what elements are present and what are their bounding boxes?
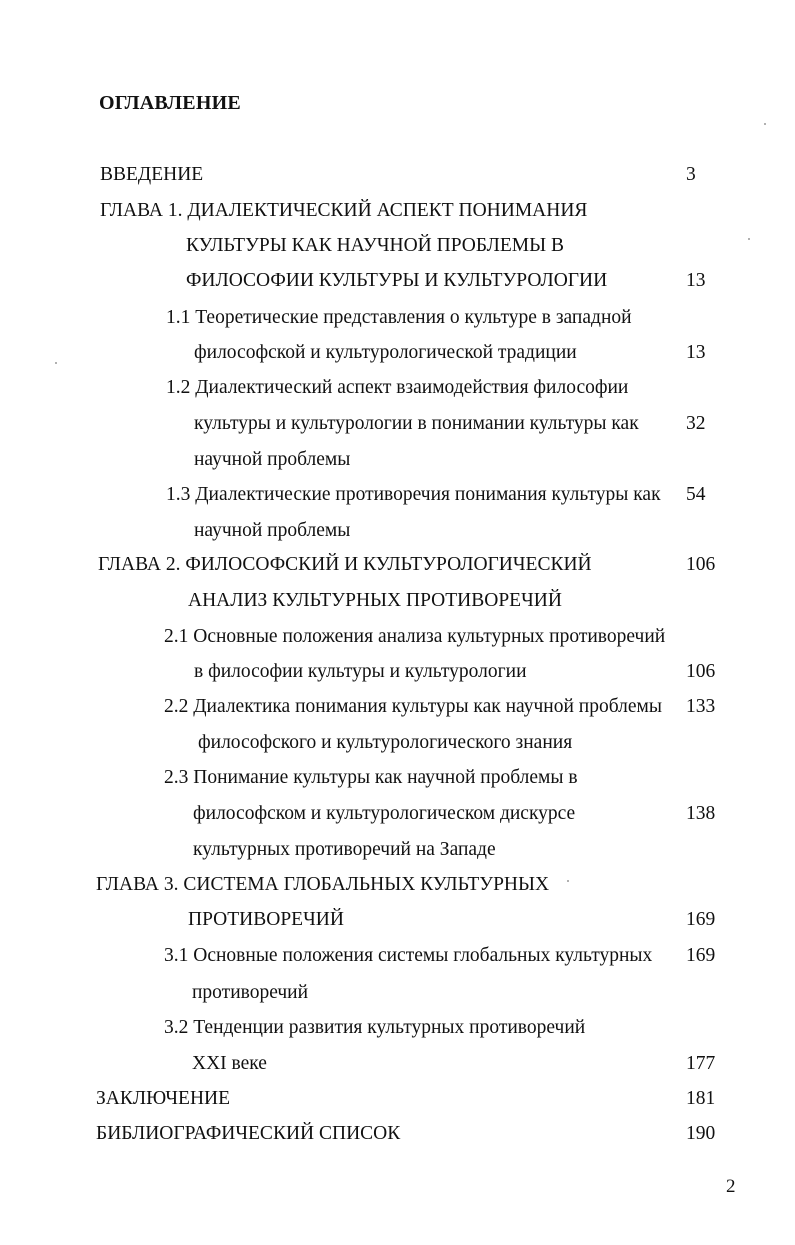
toc-page-number: 169 (686, 945, 716, 966)
toc-entry-chapter-2-cont: АНАЛИЗ КУЛЬТУРНЫХ ПРОТИВОРЕЧИЙ (188, 590, 562, 611)
toc-page-number: 106 (686, 661, 716, 682)
toc-entry-section-2-2-cont: философского и культурологического знания (198, 732, 573, 753)
toc-entry-section-1-3-cont: научной проблемы (194, 520, 351, 541)
toc-page-number: 177 (686, 1053, 716, 1074)
toc-entry-section-3-2: 3.2 Тенденции развития культурных противоречий (164, 1017, 586, 1038)
toc-entry-section-1-2-cont: культуры и культурологии в понимании культуры как (194, 413, 639, 434)
toc-entry-introduction: ВВЕДЕНИЕ (100, 164, 204, 185)
toc-page-number: 13 (686, 342, 706, 363)
toc-entry-section-2-2: 2.2 Диалектика понимания культуры как научной проблемы (164, 696, 662, 717)
toc-entry-section-3-2-cont: XXI веке (192, 1053, 267, 1074)
toc-entry-conclusion: ЗАКЛЮЧЕНИЕ (96, 1088, 231, 1109)
toc-page-number: 32 (686, 413, 706, 434)
toc-page-number: 106 (686, 554, 716, 575)
toc-page-number: 133 (686, 696, 716, 717)
toc-entry-bibliography: БИБЛИОГРАФИЧЕСКИЙ СПИСОК (96, 1123, 401, 1144)
toc-page-number: 190 (686, 1123, 716, 1144)
toc-entry-section-1-2-cont: научной проблемы (194, 449, 351, 470)
page-number: 2 (726, 1176, 736, 1197)
toc-entry-chapter-3: ГЛАВА 3. СИСТЕМА ГЛОБАЛЬНЫХ КУЛЬТУРНЫХ (96, 874, 550, 895)
toc-entry-section-2-3-cont: культурных противоречий на Западе (193, 839, 496, 860)
toc-page-number: 181 (686, 1088, 716, 1109)
toc-entry-section-2-3: 2.3 Понимание культуры как научной проблемы в (164, 767, 578, 788)
toc-entry-chapter-1: ГЛАВА 1. ДИАЛЕКТИЧЕСКИЙ АСПЕКТ ПОНИМАНИЯ (100, 200, 588, 221)
scan-speck (764, 123, 766, 125)
toc-entry-chapter-1-cont: ФИЛОСОФИИ КУЛЬТУРЫ И КУЛЬТУРОЛОГИИ (186, 270, 608, 291)
toc-entry-section-1-1-cont: философской и культурологической традиции (194, 342, 577, 363)
toc-entry-section-2-1: 2.1 Основные положения анализа культурных противоречий (164, 626, 666, 647)
toc-entry-section-3-1-cont: противоречий (192, 982, 309, 1003)
toc-entry-section-3-1: 3.1 Основные положения системы глобальных культурных (164, 945, 653, 966)
toc-page-number: 13 (686, 270, 706, 291)
toc-entry-section-2-3-cont: философском и культурологическом дискурсе (193, 803, 576, 824)
scan-speck (748, 238, 750, 240)
toc-entry-chapter-1-cont: КУЛЬТУРЫ КАК НАУЧНОЙ ПРОБЛЕМЫ В (186, 235, 564, 256)
toc-page-number: 138 (686, 803, 716, 824)
toc-entry-chapter-3-cont: ПРОТИВОРЕЧИЙ (188, 909, 344, 930)
scan-speck (567, 880, 569, 882)
toc-entry-section-2-1-cont: в философии культуры и культурологии (194, 661, 527, 682)
toc-page-number: 3 (686, 164, 696, 185)
toc-page-number: 54 (686, 484, 706, 505)
toc-entry-section-1-1: 1.1 Теоретические представления о культуре в западной (166, 307, 632, 328)
toc-entry-section-1-2: 1.2 Диалектический аспект взаимодействия философии (166, 377, 629, 398)
toc-entry-section-1-3: 1.3 Диалектические противоречия понимания культуры как (166, 484, 661, 505)
toc-page-number: 169 (686, 909, 716, 930)
scan-speck (55, 362, 57, 364)
toc-entry-chapter-2: ГЛАВА 2. ФИЛОСОФСКИЙ И КУЛЬТУРОЛОГИЧЕСКИЙ (98, 554, 592, 575)
page-title: ОГЛАВЛЕНИЕ (99, 92, 241, 114)
